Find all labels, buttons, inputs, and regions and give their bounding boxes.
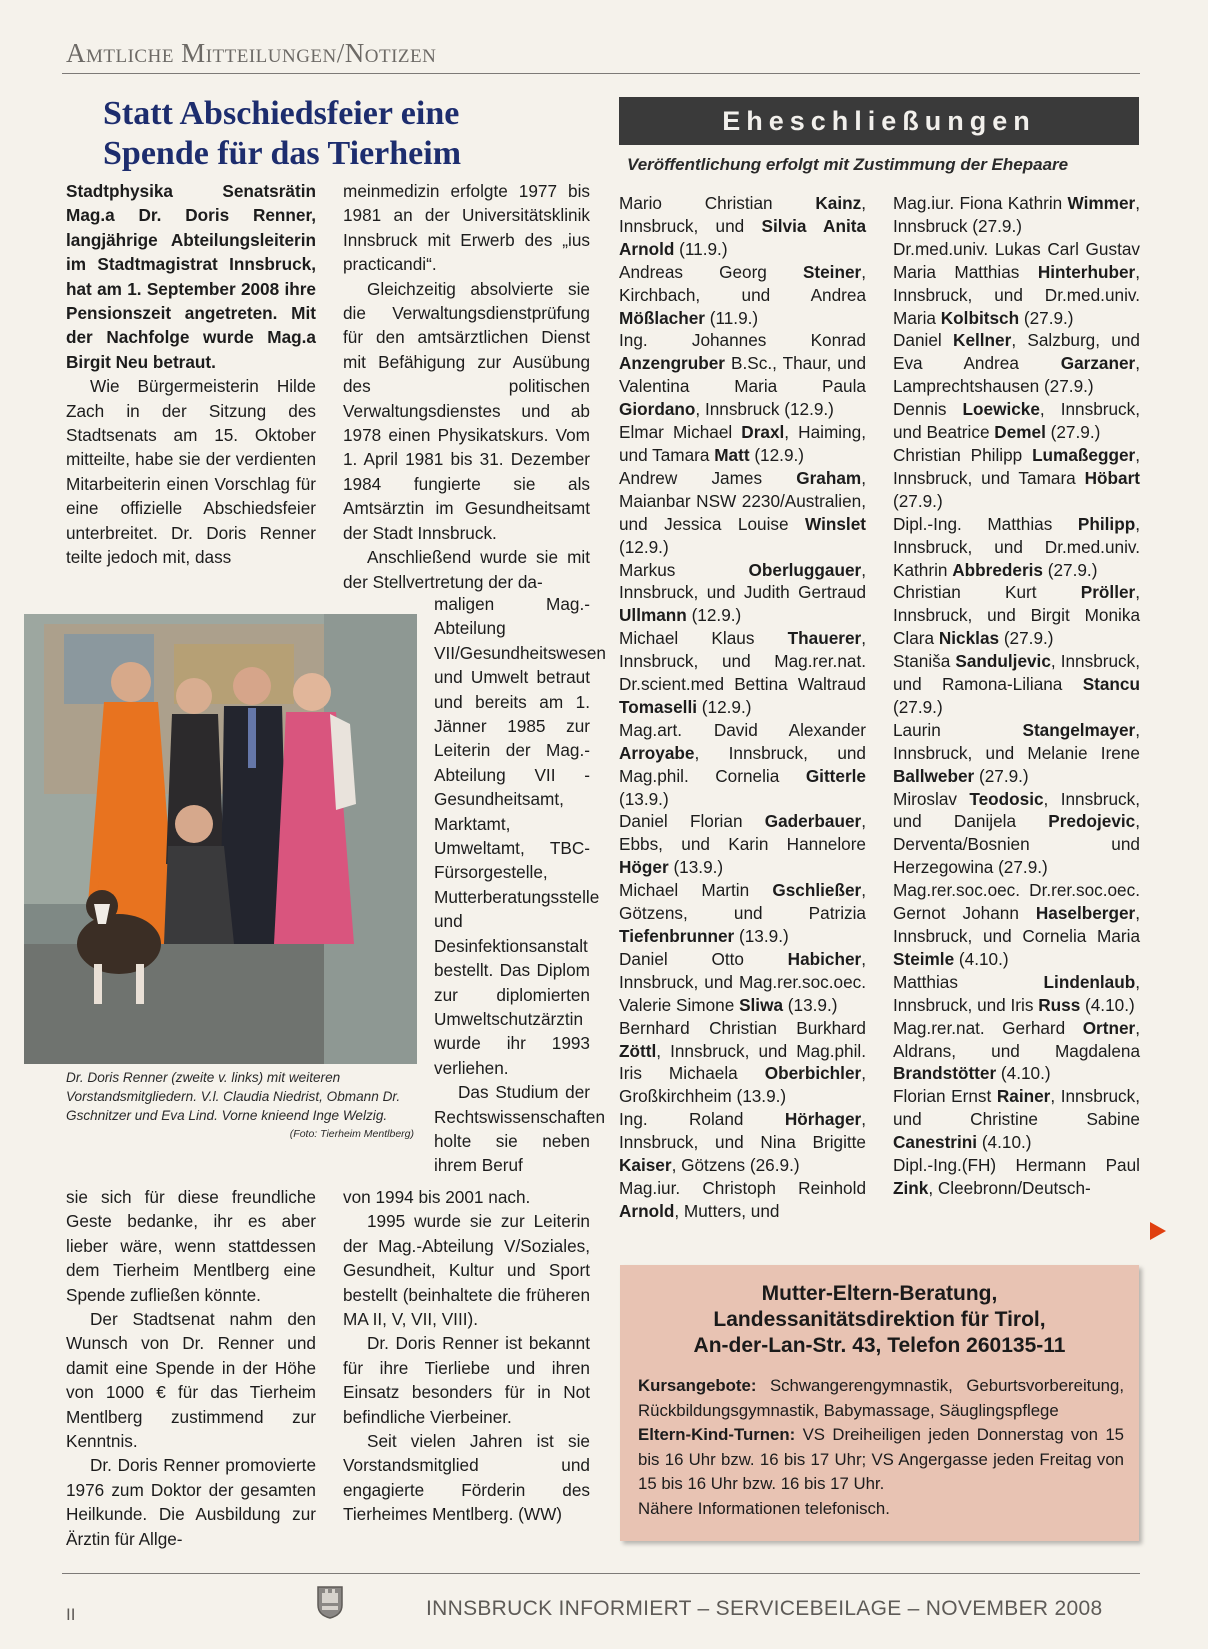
marriages-subtitle: Veröffentlichung erfolgt mit Zustimmung der Ehepaare [627,155,1069,174]
entry-text: Michael Klaus [619,628,788,649]
entry-text: (11.9.) [674,238,728,259]
marriage-entry [893,329,1140,398]
article-paragraph: meinmedizin erfolgte 1977 bis 1981 an der Universitätsklinik Innsbruck mit Erwerb des „ius practicandi“. [343,181,590,275]
surname: Silvia Anita Arnold [619,215,866,259]
entry-text: Ing. Johannes Konrad [619,330,866,351]
surname: Steimle [893,948,955,969]
entry-text: (13.9.) [783,994,838,1015]
entry-text: Mag.art. David Alexander [619,719,866,740]
surname: Kellner [953,330,1012,351]
article-paragraph: Der Stadtsenat nahm den Wunsch von Dr. Renner und damit eine Spende in der Höhe von 1000 € für das Tierheim Mentlberg zustimmend zur Kenntnis. [66,1309,316,1452]
entry-text: Staniša [893,651,956,672]
entry-text: , Innsbruck, und Beatrice [893,399,1141,443]
entry-text: Mag.rer.nat. Gerhard [893,1017,1083,1038]
marriage-entry [619,261,866,330]
surname: Oberluggauer [748,559,862,580]
entry-text: (4.10.) [977,1132,1032,1153]
marriage-entry [619,192,866,261]
surname: Zöttl [619,1040,657,1061]
info-box-title-line: An-der-Lan-Str. 43, Telefon 260135-11 [693,1334,1066,1357]
surname: Arroyabe [619,742,695,763]
marriage-entry [619,1177,866,1223]
surname: Gitterle [805,765,866,786]
article-paragraph: Anschließend wurde sie mit der Stellvertretung der da- [343,547,590,592]
entry-text: , Innsbruck, und [619,193,866,236]
marriage-entry [619,1017,866,1109]
entry-text: Dipl.-Ing. Matthias [893,513,1078,534]
article-headline [103,94,583,174]
entry-text: (12.9.) [619,536,669,557]
surname: Kaiser [619,1155,672,1176]
marriage-entry [893,1017,1140,1086]
entry-text: , Götzens (26.9.) [671,1155,800,1176]
entry-text: (12.9.) [686,605,742,626]
surname: Anzengruber [619,353,725,374]
entry-text: Daniel Florian [619,811,765,832]
entry-text: (27.9.) [999,628,1054,649]
entry-text: Mag.iur. Fiona Kathrin [893,193,1068,213]
entry-text: (13.9.) [619,788,669,809]
surname: Wimmer [1067,193,1136,213]
surname: Ortner [1082,1017,1136,1038]
surname: Brandstötter [893,1063,997,1084]
marriage-entry [893,788,1140,880]
marriage-entry [619,879,866,948]
entry-text: , Innsbruck, und Dr.med.univ. Maria [893,261,1140,328]
article-lead: Stadtphysika Senatsrätin Mag.a Dr. Doris Renner, langjährige Abteilungsleiterin im Stadtmagistrat Innsbruck, hat am 1. September 2008 ihre Pensionszeit angetreten. Mit der Nachfolge wurde Mag.a Birgit Neu betraut. [66,181,316,372]
entry-text: , Innsbruck, und Ramona-Liliana [893,651,1141,695]
entry-text: , Kirchbach, und Andrea [619,261,866,305]
marriage-entry [619,329,866,421]
entry-text: (13.9.) [734,926,789,946]
marriage-entry [893,650,1140,719]
surname: Garzaner [1060,353,1136,374]
surname: Ullmann [619,605,687,626]
caption-text: Dr. Doris Renner (zweite v. links) mit weiteren Vorstandsmitgliedern. V.l. Claudia Niedrist, Obmann Dr. Gschnitzer und Eva Lind. Vorne knieend Inge Welzig. [66,1070,401,1123]
entry-text: , Innsbruck, und Mag.phil. Cornelia [619,742,866,786]
surname: Demel [994,422,1046,443]
surname: Philipp [1077,513,1136,534]
surname: Canestrini [893,1132,978,1153]
article-paragraph: Wie Bürgermeisterin Hilde Zach in der Sitzung des Stadtsenats am 15. Oktober mitteilte, habe sie der verdienten Mitarbeiterin einen Vorschlag für eine offizielle Abschiedsfeier unterbreitet. Dr. Doris Renner teilte jedoch mit, dass [66,376,316,568]
headline-line-2: Spende für das Tierheim [103,135,462,172]
surname: Habicher [787,948,862,969]
entry-text: (27.9.) [1042,559,1098,580]
entry-text: Laurin [893,719,1023,740]
surname: Loewicke [962,399,1040,420]
surname: Teodosic [969,788,1044,809]
entry-text: (11.9.) [704,307,759,328]
surname: Nicklas [938,628,1000,649]
arrow-right-icon [1150,1222,1166,1240]
article-paragraph: Gleichzeitig absolvierte sie die Verwaltungsdienstprüfung für den amtsärztlichen Dienst mit Befähigung zur Ausübung des politischen Verwaltungsdienstes und ab 1978 einen Physikatskurs. Vom 1. April 1981 bis 31. Dezember 1984 fungierte sie als Amtsärztin im Gesundheitsamt der Stadt Innsbruck. [343,278,590,543]
entry-text: , Lamprechtshausen (27.9.) [893,353,1140,397]
surname: Lumaßegger [1032,444,1136,465]
entry-text: , Innsbruck, und Birgit Monika Clara [893,582,1140,649]
surname: Oberbichler [764,1063,862,1084]
entry-text: (27.9.) [893,696,943,717]
entry-text: (27.9.) [974,765,1029,786]
entry-text: Daniel [893,330,954,351]
surname: Steiner [802,261,862,282]
surname: Abbrederis [952,559,1043,580]
surname: Lindenlaub [1043,971,1136,992]
marriage-entry [893,513,1140,582]
entry-text: Andrew James [619,467,797,488]
surname: Höger [619,857,669,878]
entry-text: (12.9.) [697,696,752,717]
article-paragraph: sie sich für diese freundliche Geste bedanke, ihr es aber lieber wäre, wenn stattdessen dem Tierheim Mentlberg eine Spende zufließen könnte. [66,1187,316,1305]
course-offers [638,1374,1124,1423]
info-box-title [620,1281,1139,1359]
parent-child-gym [638,1423,1124,1497]
marriages-title: Eheschließungen [619,97,1139,145]
marriage-entry [619,810,866,879]
entry-text: (27.9.) [893,490,943,511]
course-offers-text: Schwangerengymnastik, Geburtsvorbereitung, Rückbildungsgymnastik, Babymassage, Säuglingspflege [638,1376,1124,1420]
entry-text: , Innsbruck (12.9.) [695,399,834,420]
entry-text: , Aldrans, und Magdalena [893,1017,1140,1061]
article-paragraph: Dr. Doris Renner ist bekannt für ihre Tierliebe und ihren Einsatz besonders für in Not befindliche Vierbeiner. [343,1333,590,1427]
entry-text: , Ebbs, und Karin Hannelore [619,811,866,855]
surname: Höbart [1084,467,1140,488]
entry-text: Bernhard Christian Burkhard [619,1017,866,1038]
marriage-entry [619,1108,866,1177]
entry-text: , Innsbruck, und Mag.phil. Iris Michaela [619,1040,866,1084]
entry-text: Andreas Georg [619,261,803,282]
entry-text: Dennis [893,399,963,420]
marriage-entry [893,879,1140,971]
surname: Rainer [996,1086,1051,1107]
entry-text: Christian Kurt [893,582,1081,603]
page-number: II [66,1605,76,1624]
surname: Kolbitsch [940,307,1020,328]
photo-group-people [24,614,417,1064]
entry-text: Miroslav [893,788,970,809]
entry-text: , Maianbar NSW 2230/Australien, und Jessica Louise [619,467,866,534]
entry-text: , Haiming, und Tamara [619,422,866,465]
article-column-1-continued [66,1185,316,1551]
surname: Graham [796,467,862,488]
course-offers-label: Kursangebote: [638,1376,757,1395]
entry-text: , Innsbruck, und Mag.rer.soc.oec. Valerie Simone [619,948,866,1015]
surname: Winslet [805,513,866,534]
article-paragraph: Dr. Doris Renner promovierte 1976 zum Doktor der gesamten Heilkunde. Die Ausbildung zur Ärztin für Allge- [66,1455,316,1549]
surname: Mößlacher [619,307,705,328]
marriage-entry [893,719,1140,788]
entry-text: , Innsbruck, und Mag.rer.nat. Dr.scient.med Bettina Waltraud [619,628,866,695]
header-rule [62,73,1140,74]
surname: Tiefenbrunner [619,926,735,946]
marriages-column-right [893,192,1140,1200]
surname: Draxl [741,422,785,443]
marriage-entry [893,444,1140,513]
entry-text: , Götzens, und Patrizia [619,880,866,924]
entry-text: , Innsbruck, und Judith Gertraud [619,559,866,603]
entry-text: (27.9.) [1019,307,1074,328]
marriage-entry [893,581,1140,650]
article-column-2-narrow [434,592,606,1178]
marriage-entry [619,467,866,559]
surname: Stancu [1082,674,1140,695]
entry-text: (27.9.) [1045,422,1101,443]
entry-text: , Cleebronn/Deutsch- [928,1177,1091,1198]
entry-text: , Großkirchheim (13.9.) [619,1063,866,1107]
surname: Hinterhuber [1037,261,1136,282]
crest-icon [316,1585,344,1619]
info-box-title-line: Landessanitätsdirektion für Tirol, [713,1308,1046,1331]
entry-text: Mag.iur. Christoph Reinhold [619,1177,866,1198]
marriages-column-left [619,192,866,1223]
marriage-entry [619,948,866,1017]
photo-caption [66,1068,414,1144]
entry-text: B.Sc., Thaur, und Valentina Maria Paula [619,353,866,397]
entry-text: Michael Martin [619,880,773,901]
marriage-entry [619,719,866,811]
publication-footer: INNSBRUCK INFORMIERT – SERVICEBEILAGE – NOVEMBER 2008 [426,1597,1103,1620]
surname: Arnold [619,1200,675,1221]
article-paragraph: Seit vielen Jahren ist sie Vorstandsmitglied und engagierte Förderin des Tierheimes Mentlberg. (WW) [343,1431,590,1525]
surname: Gaderbauer [764,811,862,832]
entry-text: , Innsbruck, und Dr.med.univ. Kathrin [893,513,1140,580]
surname: Sanduljevic [955,651,1051,672]
article-photo [24,614,417,1064]
surname: Matt [714,444,750,465]
marriage-entry [893,238,1140,330]
surname: Sliwa [739,994,784,1015]
surname: Haselberger [1035,903,1136,924]
surname: Predojevic [1048,811,1136,832]
entry-text: , Salzburg, und Eva Andrea [893,330,1140,374]
marriage-entry [893,1154,1140,1200]
article-paragraph: von 1994 bis 2001 nach. [343,1187,531,1207]
entry-text: , Innsbruck, und Tamara [893,444,1140,488]
info-box-title-line: Mutter-Eltern-Beratung, [761,1282,998,1305]
surname: Stangelmayer [1022,719,1136,740]
entry-text: , Innsbruck, und Nina Brigitte [619,1109,866,1153]
surname: Tomaselli [619,696,698,717]
surname: Pröller [1080,582,1136,603]
parent-child-gym-text: VS Dreiheiligen jeden Donnerstag von 15 bis 16 Uhr bzw. 16 bis 17 Uhr; VS Angergasse jeden Freitag von 15 bis 16 Uhr bzw. 16 bis 17 Uhr. [638,1425,1124,1494]
surname: Ballweber [893,765,975,786]
entry-text: Mario Christian [619,193,816,213]
entry-text: , Innsbruck, und Cornelia Maria [893,903,1140,946]
entry-text: Mag.rer.soc.oec. Dr.rer.soc.oec. Gernot Johann [893,880,1140,924]
article-column-1 [66,179,316,570]
entry-text: , Innsbruck, und Christine Sabine [893,1086,1141,1130]
entry-text: (4.10.) [954,948,1009,969]
photo-credit: (Foto: Tierheim Mentlberg) [289,1128,414,1140]
marriage-entry [619,559,866,628]
parent-child-gym-label: Eltern-Kind-Turnen: [638,1425,796,1445]
entry-text: , Mutters, und [674,1200,780,1221]
footer-rule [62,1573,1140,1574]
entry-text: Ing. Roland [619,1109,785,1130]
entry-text: Elmar Michael [619,422,742,443]
entry-text: , Derventa/Bosnien und Herzegowina (27.9.) [893,811,1140,878]
surname: Kainz [815,193,862,213]
entry-text: (4.10.) [996,1063,1051,1084]
article-paragraph: 1995 wurde sie zur Leiterin der Mag.-Abteilung V/Soziales, Gesundheit, Kultur und Sport bestellt (beinhaltete die früheren MA II, V, VII, VIII). [343,1211,590,1330]
entry-text: , Innsbruck (27.9.) [893,193,1140,236]
marriage-entry [893,192,1140,238]
surname: Thauerer [787,628,862,649]
surname: Gschließer [772,880,862,901]
surname: Giordano [619,399,696,420]
section-header: Amtliche Mitteilungen/Notizen [66,38,437,68]
headline-line-1: Statt Abschiedsfeier eine [103,95,460,132]
marriage-entry [893,398,1140,444]
marriage-entry [619,421,866,467]
surname: Hörhager [784,1109,862,1130]
surname: Russ [1038,994,1081,1015]
entry-text: Florian Ernst [893,1086,997,1107]
surname: Zink [893,1177,929,1198]
entry-text: Christian Philipp [893,444,1033,465]
info-box [620,1265,1139,1541]
article-column-2 [343,179,590,594]
info-note: Nähere Informationen telefonisch. [638,1498,890,1518]
entry-text: Dr.med.univ. Lukas Carl Gustav Maria Matthias [893,238,1140,282]
info-box-body [638,1374,1124,1522]
marriage-entry [619,627,866,719]
entry-text: , Innsbruck, und Iris [893,971,1140,1015]
entry-text: Markus [619,559,749,580]
entry-text: Daniel Otto [619,948,788,969]
entry-text: (13.9.) [668,857,724,878]
entry-text: Matthias [893,971,1044,992]
entry-text: , Innsbruck, und Danijela [893,788,1140,832]
marriage-entry [893,971,1140,1017]
entry-text: (12.9.) [749,444,805,465]
article-column-2-continued [343,1185,590,1527]
entry-text: Dipl.-Ing.(FH) Hermann Paul [893,1155,1140,1176]
marriage-entry [893,1085,1140,1154]
entry-text: , Innsbruck, und Melanie Irene [893,719,1140,763]
article-paragraph: maligen Mag.-Abteilung VII/Gesundheitswesen und Umwelt betraut und bereits am 1. Jänner 1985 zur Leiterin der Mag.-Abteilung VII - Gesundheitsamt, Marktamt, Umweltamt, TBC-Fürsorgestelle, Mutterberatungsstelle und Desinfektionsanstalt bestellt. Das Diplom zur diplomierten Umweltschutzärztin wurde ihr 1993 verliehen. [434,594,606,1078]
entry-text: (4.10.) [1080,994,1135,1015]
article-paragraph: Das Studium der Rechtswissenschaften holte sie neben ihrem Beruf [434,1082,606,1176]
